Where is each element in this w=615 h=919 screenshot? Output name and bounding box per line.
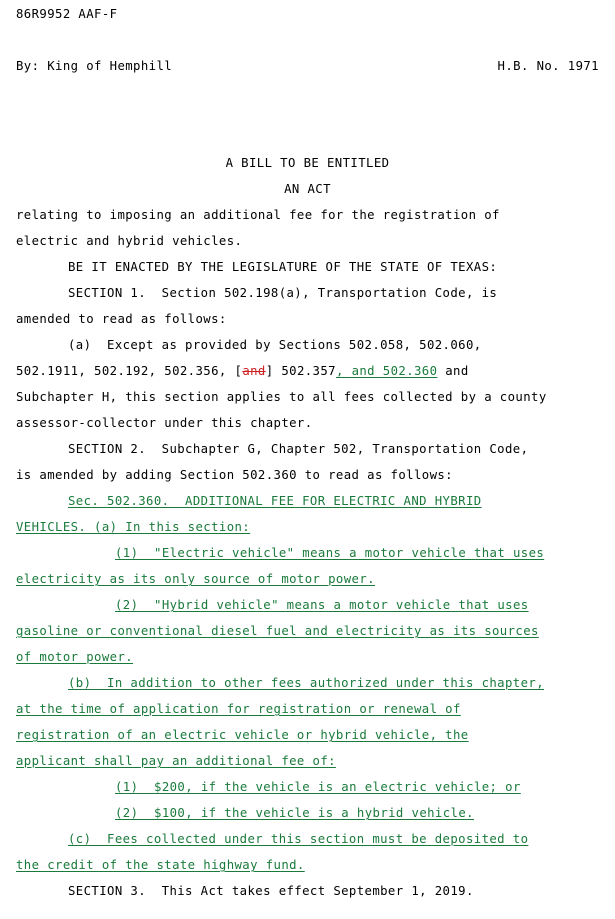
definition-2-line-3: of motor power. <box>16 650 134 664</box>
definition-2-line-2: gasoline or conventional diesel fuel and electricity as its sources <box>16 624 539 638</box>
subsection-b-line-4: applicant shall pay an additional fee of: <box>16 754 336 768</box>
enacting-clause: BE IT ENACTED BY THE LEGISLATURE OF THE STATE OF TEXAS: <box>68 260 498 274</box>
act-heading: AN ACT <box>284 182 331 196</box>
section-3-line-1: SECTION 3. This Act takes effect September 1, 2019. <box>68 884 474 898</box>
amendment-mid: ] 502.357 <box>265 364 336 378</box>
relating-clause-line-1: relating to imposing an additional fee for the registration of <box>16 208 500 222</box>
section-2-line-1: SECTION 2. Subchapter G, Chapter 502, Transportation Code, <box>68 442 529 456</box>
subsection-c-line-2: the credit of the state highway fund. <box>16 858 305 872</box>
fee-item-hybrid: (2) $100, if the vehicle is a hybrid vehicle. <box>115 806 474 820</box>
bill-body <box>0 150 615 904</box>
relating-clause-line-2: electric and hybrid vehicles. <box>16 234 243 248</box>
section-1-line-2: amended to read as follows: <box>16 312 227 326</box>
amendment-prefix: 502.1911, 502.192, 502.356, [ <box>16 364 243 378</box>
subsection-b-line-2: at the time of application for registration or renewal of <box>16 702 461 716</box>
added-text: , and 502.360 <box>335 364 438 378</box>
definition-2-line-1: (2) "Hybrid vehicle" means a motor vehicle that uses <box>115 598 529 612</box>
subsection-b-line-1: (b) In addition to other fees authorized under this chapter, <box>68 676 545 690</box>
fee-item-electric: (1) $200, if the vehicle is an electric vehicle; or <box>115 780 521 794</box>
bill-number: H.B. No. 1971 <box>497 59 599 73</box>
bill-title: A BILL TO BE ENTITLED <box>225 156 390 170</box>
amendment-suffix: and <box>437 364 469 378</box>
section-1-subsection-a-line-3: Subchapter H, this section applies to all fees collected by a county <box>16 390 547 404</box>
section-1-subsection-a-line-1: (a) Except as provided by Sections 502.058, 502.060, <box>68 338 482 352</box>
new-section-heading-line-2: VEHICLES. (a) In this section: <box>16 520 251 534</box>
deleted-text: and <box>242 364 266 378</box>
bill-author: By: King of Hemphill <box>16 59 173 73</box>
new-section-heading-line-1: Sec. 502.360. ADDITIONAL FEE FOR ELECTRIC AND HYBRID <box>68 494 482 508</box>
definition-1-line-2: electricity as its only source of motor power. <box>16 572 375 586</box>
section-2-line-2: is amended by adding Section 502.360 to read as follows: <box>16 468 453 482</box>
section-1-line-1: SECTION 1. Section 502.198(a), Transportation Code, is <box>68 286 498 300</box>
document-code: 86R9952 AAF-F <box>16 7 118 21</box>
section-1-subsection-a-line-2 <box>0 358 615 384</box>
byline-row <box>16 59 599 73</box>
section-1-subsection-a-line-4: assessor-collector under this chapter. <box>16 416 313 430</box>
definition-1-line-1: (1) "Electric vehicle" means a motor vehicle that uses <box>115 546 545 560</box>
subsection-c-line-1: (c) Fees collected under this section must be deposited to <box>68 832 529 846</box>
subsection-b-line-3: registration of an electric vehicle or hybrid vehicle, the <box>16 728 469 742</box>
